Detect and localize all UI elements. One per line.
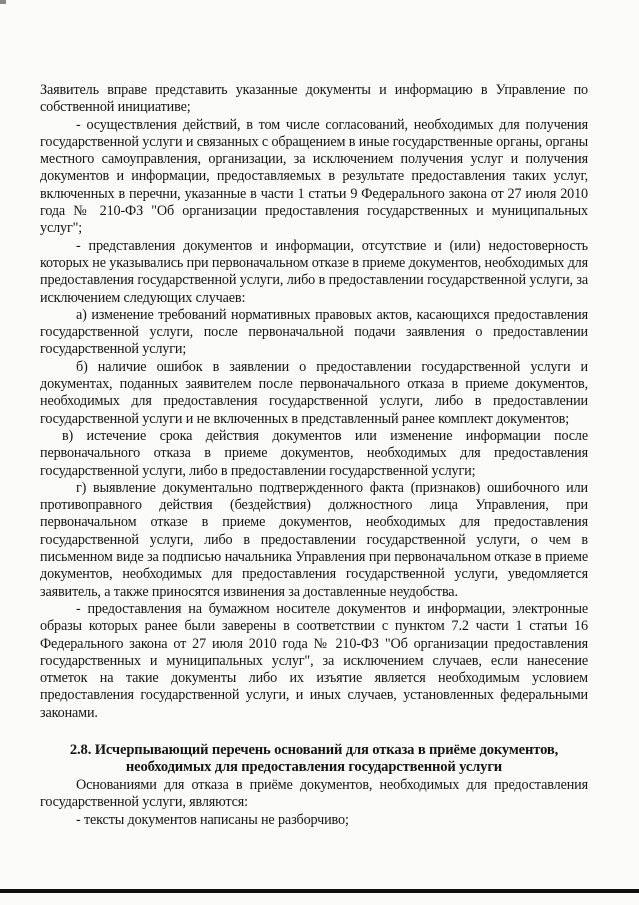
paragraph-case-b: б) наличие ошибок в заявлении о предоставлении государственной услуги и документах, поданных заявителем после первоначального отказа в приеме документов, необходимых для предоставления государственной услуги, либо в предоставлении государственной услуги и не включенных в представленный ранее комплект документов; xyxy=(40,358,588,427)
paragraph-case-a: а) изменение требований нормативных правовых актов, касающихся предоставления государственной услуги, после первоначальной подачи заявления о предоставлении государственной услуги; xyxy=(40,306,588,358)
scan-bottom-edge xyxy=(0,889,639,893)
section-heading: 2.8. Исчерпывающий перечень оснований для отказа в приёме документов, необходимых для предоставления государственной услуги xyxy=(69,741,559,776)
paragraph-applicant-right: Заявитель вправе представить указанные документы и информацию в Управление по собственной инициативе; xyxy=(40,82,588,116)
document-body xyxy=(40,82,588,829)
scan-corner-mark xyxy=(0,0,6,4)
paragraph-case-v: в) истечение срока действия документов или изменение информации после первоначального отказа в приеме документов, необходимых для предоставления государственной услуги, либо в предоставлении государственной услуги; xyxy=(40,427,588,479)
paragraph-representation: - представления документов и информации, отсутствие и (или) недостоверность которых не указывались при первоначальном отказе в приеме документов, необходимых для предоставления государственной услуги, либо в предоставлении государственной услуги, за исключением следующих случаев: xyxy=(40,237,588,306)
paragraph-case-g: г) выявление документально подтвержденного факта (признаков) ошибочного или противоправного действия (бездействия) должностного лица Управления, при первоначальном отказе в приеме документов, необходимых для предоставления государственной услуги, либо в предоставлении государственной услуги, о чем в письменном виде за подписью начальника Управления при первоначальном отказе в приеме документов, необходимых для предоставления государственной услуги, уведомляется заявитель, а также приносятся извинения за доставленные неудобства. xyxy=(40,479,588,600)
paragraph-illegible-texts: - тексты документов написаны не разборчиво; xyxy=(76,811,349,828)
paragraph-actions: - осуществления действий, в том числе согласований, необходимых для получения государственной услуги и связанных с обращением в иные государственные органы, органы местного самоуправления, организации, за исключением получения услуг и получения документов и информации, предоставляемых в результате предоставления таких услуг, включенных в перечни, указанные в части 1 статьи 9 Федерального закона от 27 июля 2010 года № 210-ФЗ "Об организации предоставления государственных и муниципальных услуг"; xyxy=(40,116,588,237)
paragraph-grounds: Основаниями для отказа в приёме документов, необходимых для предоставления государственной услуги, являются: xyxy=(40,776,588,811)
paragraph-paper-carrier: - предоставления на бумажном носителе документов и информации, электронные образы которых ранее были заверены в соответствии с пунктом 7.2 части 1 статьи 16 Федерального закона от 27 июля 2010 года № 210-ФЗ "Об организации предоставления государственных и муниципальных услуг", за исключением случаев, если нанесение отметок на такие документы либо их изъятие является необходимым условием предоставления государственной услуги, и иных случаев, установленных федеральными законами. xyxy=(40,600,588,721)
